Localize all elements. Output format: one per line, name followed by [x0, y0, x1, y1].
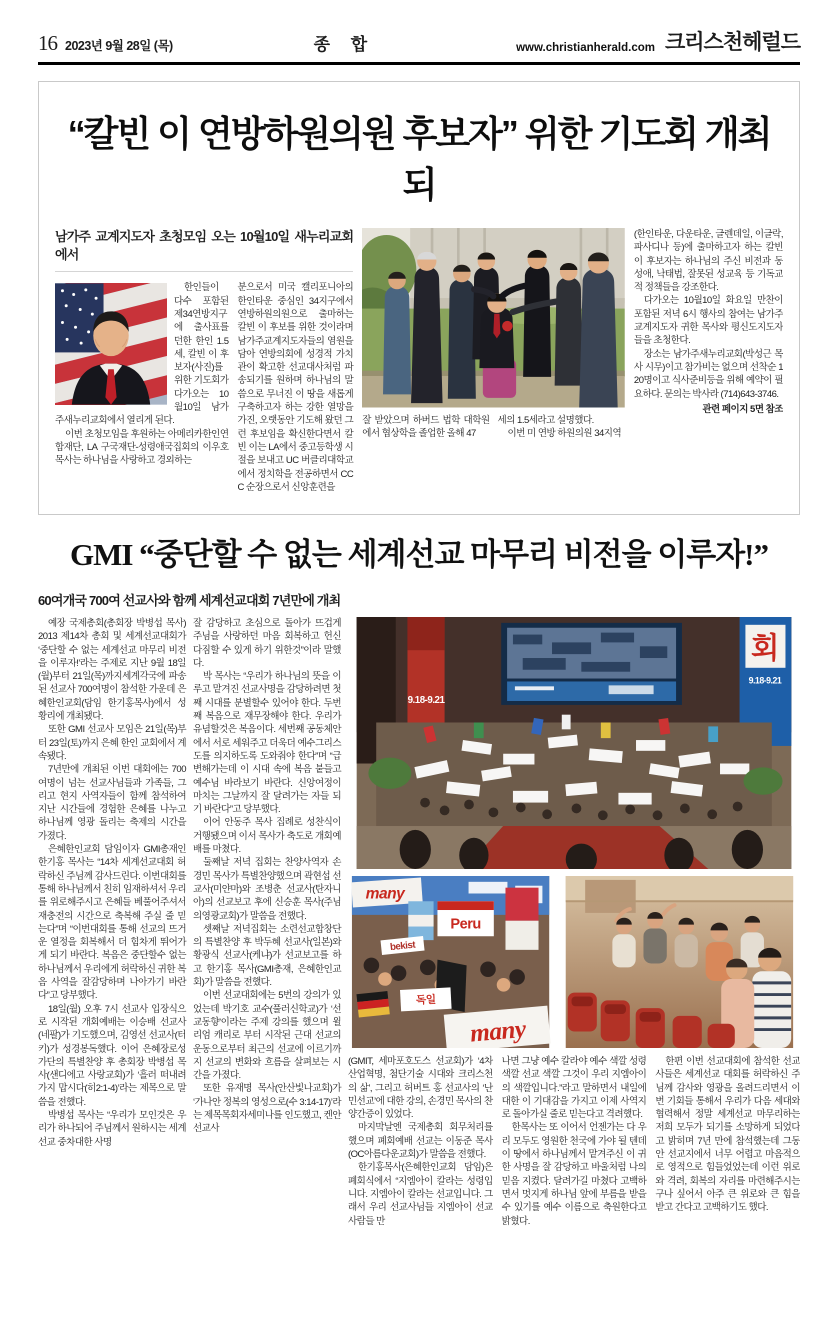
website-link[interactable]: www.christianherald.com [516, 42, 655, 54]
article2-photo-area [348, 617, 800, 1323]
article1-left-block [55, 228, 353, 502]
article1-column-1 [55, 281, 229, 494]
related-page-reference: 관련 페이지 5면 참조 [702, 403, 783, 415]
article1-subhead: 남가주 교계지도자 초청모임 오는 10월10일 새누리교회에서 [55, 228, 353, 272]
paragraph: 한인들이 다수 포함된 제34연방지구에 출사표를 던한 한인 1.5세, 칼빈 이 후보자(사진)를 위한 기도회가 다가오는 10월10일 남가주새누리교회에서 열리게 된다. [55, 282, 229, 427]
paragraph: (한인타운, 다운타운, 글렌데일, 이글락, 파사디나 등)에 출마하고자 하는 칼빈 이 후보자는 하나님의 주신 비전과 동성애, 낙태법, 잘못된 성교육 등 기독교적 정책들을 강조한다. [633, 229, 783, 294]
paragraph: 또한 유재명 목사(안산빛나교회)가 ‘가나안 정복의 영성으로(수 3:14-17)’라는 제목목회자세미나를 인도했고, 켄안 선교사 [193, 1083, 341, 1135]
paragraph: (GMIT, 세마포호도스 선교회)가 ‘4차산업혁명, 첨단기술 시대와 크리스천의 삶’, 그리고 허버트 홍 선교사의 ‘난민선교’에 대한 강의, 손경민 목사의 찬양간증이 있었다. [348, 1056, 493, 1121]
paragraph: 다가오는 10월10일 화요일 만찬이 포함된 저녁 6시 행사의 참여는 남가주교계지도자 귀한 목사와 평신도지도자들을 초청한다. [633, 295, 783, 347]
page-date: 2023년 9월 28일 (목) [65, 39, 173, 53]
audience-worship-photo [559, 876, 800, 1048]
paragraph: 한기홍목사(은혜한인교회 담임)은 폐회식에서 “지엠아이 칼라는 성령입니다. 지엠아이 칼라는 선교입니다. 그래서 우리 선교사님들 지엠아이 선교 사람들 만 [348, 1162, 493, 1227]
article1-column-2 [238, 281, 354, 494]
uzbek-sign-text: bekist [389, 939, 416, 954]
paragraph: 박 목사는 “우리가 하나님의 뜻을 이루고 맡겨진 선교사명을 감당하려면 첫째 시대를 분별할수 있어야 한다. 두번째 복음으로 재무장해야 한다. 우리가 유념할것은 복음이다. 세번째 공동체안에서 서로 세워주고 더욱더 예수그리스도를 의지하도록 도와줘야 한다”며 “급변해가는데 이 시대 속에 복음 붙들고 예수님 바라보기 바란다. 신앙여정이 마치는 그날까지 잘 달려가는 자들 되기 바란다”고 당부했다. [193, 671, 341, 816]
paragraph: 잘 받았으며 하버드 법학 대학원에서 협상학을 졸업한 올해 47 [362, 414, 490, 439]
article1-photo-block [362, 228, 625, 502]
paragraph: 마지막날엔 국제총회 회무처리를 했으며 폐회예배 선교는 이동준 목사(OC아름다운교회)가 말씀을 전했다. [348, 1122, 493, 1161]
paragraph: 한목사는 또 이어서 언젠가는 다 우리 모두도 영원한 천국에 가야 될 텐데 이 땅에서 하나님께서 맡겨주신 이 귀한 사명을 잘 감당하고 바울처럼 나의 믿음 지켰다. 달려가길 마쳤다 고백하면서 멋지게 하나님 앞에 부름을 받을 수 있기를 예수 이름으로 축원한다고 밝혔다. [501, 1122, 647, 1227]
article2-column-3 [348, 1055, 493, 1323]
article2-column-4 [502, 1055, 647, 1323]
mission-conference-auditorium-photo [348, 617, 800, 869]
peru-sign-text: Peru [450, 916, 481, 933]
germany-banner-text-top: many [365, 885, 405, 903]
article1-col2-text [238, 281, 354, 494]
header-rule [38, 62, 800, 65]
paragraph: 장소는 남가주새누리교회(박성근 목사 시무)이고 참가비는 없으며 선착순 120명이고 식사준비등을 위해 예약이 필요하다. 문의는 박사라 (714)643-3746. [633, 348, 783, 400]
banner-char: 회 [751, 632, 779, 666]
paragraph: 분으로서 미국 캘리포니아의 한인타운 중심인 34지구에서 연방하원의원으로 출마하는 칼빈 이 후보를 위한 것이라며 남가주교계지도자들의 염원을 담아 연방의회에 성경적 가치관이 확고한 선교대사처럼 파송되기를 원하며 하나님의 말씀으로 무너진 이 땅을 새롭게 구축하고자 하는 강한 열망을 가진, 오랫동안 기도해 왔던 그런 후보임을 확신한다면서 칼빈 이는 LA에서 중고등학생 시절을 보내고 UC 버클리대학교에서 정치학을 전공하면서 CCC 순장으로서 신앙훈련을 [237, 282, 354, 493]
paragraph: 또한 GMI 선교사 모임은 21일(목)부터 23일(토)까지 은혜 한인 교회에서 계속됐다. [38, 724, 186, 762]
paragraph: 이번 선교대회에는 5번의 강의가 있었는데 박기호 교수(풀러신학교)가 ‘선교동향’이라는 주제 강의를 했으며 윌리엄 캐리로 부터 시작된 근대 선교의 운동으로부터 최근의 선교에 이르기까지 선교의 변화와 흐름을 살펴보는 시간을 가졌다. [193, 990, 341, 1082]
article2-column-2 [193, 617, 341, 1323]
candidate-portrait-photo [55, 283, 167, 405]
paragraph: 둘째날 저녁 집회는 찬양사역자 손경민 목사가 특별찬양했으며 곽현섭 선교사(미얀마)와 조병춘 선교사(탄자니아)의 선교보고 후에 신승훈 목사(주님의영광교회)가 말씀을 전했다. [193, 857, 341, 922]
paragraph: 세의 1.5세라고 설명했다. [497, 414, 594, 426]
dokil-sign-text: 독일 [415, 993, 436, 1007]
flag-parade-photo [348, 876, 553, 1048]
paragraph: 이어 안동주 목사 집례로 성찬식이 거행됐으며 이서 목사가 축도로 개회예배를 마쳤다. [193, 817, 341, 856]
section-title: 종 합 [313, 35, 376, 54]
article2-photo-row [348, 876, 800, 1048]
paragraph: 나면 그냥 예수 칼라야 예수 색깔 성령 색깔 선교 색깔 그것이 우리 지엠아이의 색깔입니다.”라고 말하면서 내일에 대한 이 기대감을 가지고 이제 사역지로 돌아가실 줄로 믿는다고 격려했다. [501, 1056, 647, 1121]
paragraph: 7년만에 개최된 이번 대회에는 700여명이 넘는 선교사님들과 가족들, 그리고 현지 사역자들이 함께 참석하여 지난 시간들에 경험한 은혜를 나누고 하나님께 영광 돌리는 축제의 시간을 가졌다. [38, 764, 186, 842]
paragraph: 이번 초청모임을 후원하는 아메리카한인연합재단, LA 구국재단-성령애국집회의 이우호목사는 하나님을 사랑하고 경외하는 [55, 428, 229, 467]
paragraph: 은혜한인교회 담임이자 GMI총재인 한기홍 목사는 “14차 세계선교대회 허락하신 주님께 감사드린다. 이번대회를 통해 하나님께서 친히 임재하셔서 우리를 위로해주시고 은혜들 베풀어주셔서 재충전의 시간으로 축복해 주실 줄 믿는다”며 “이번대회를 통해 선교의 뜨거운 열정을 회복해서 더 힘차게 뛰어가게 되기 바란다. 복음은 중단할수 없는 하나님께서 우리에게 허락하신 귀한 복음 사역을 잘감당하며 나아가기 바란다”고 당부했다. [38, 844, 186, 1002]
article2-column-1 [38, 617, 186, 1323]
article2-column-5 [655, 1055, 800, 1323]
article-gmi-mission-conference [38, 529, 800, 1323]
article2-headline: GMI “중단할 수 없는 세계선교 마무리 비전을 이루자!” [70, 537, 768, 572]
paragraph: 셋째날 저녁집회는 소련선교합창단의 특별찬양 후 박두혜 선교사(일본)와 황광식 선교사(케냐)가 선교보고를 하고 한기홍 목사(GMI총재, 은혜한인교회)가 말씀을 전했다. [193, 923, 341, 989]
article2-subhead: 60여개국 700여 선교사와 함께 세계선교대회 7년만에 개최 [38, 593, 341, 608]
paragraph: 18일(월) 오후 7시 선교사 입장식으로 시작된 개회예배는 이승배 선교사(네팔)가 기도했으며, 김영선 선교사(터키)가 성경봉독했다. 이어 은혜장로성가단의 특별찬양 후 총회장 박병섭 목사(샌디에고 사랑교회)가 ‘흘러 떠내려 가지 맙시다(히2:1-4)’라는 제목으로 말씀을 전했다. [38, 1003, 186, 1108]
article-prayer-meeting [38, 81, 800, 515]
article1-photo-cont-left [362, 414, 489, 441]
masthead-logo: 크리스천헤럴드 [664, 31, 800, 54]
paragraph: 한편 이번 선교대회에 참석한 선교사들은 세계선교 대회를 허락하신 주님께 감사와 영광을 올려드리면서 이번 기회들 통해서 우리가 다음 세대와 협력해서 정말 세계선교 마무리하는 저희 모두가 되기를 소망하게 되었다고 밝히며 7년 만에 참석했는데 그동안 선교지에서 너무 어렵고 마음적으로 영적으로 힘들었었는데 이런 위로와 격려, 회복의 자리를 마련해주시는구나 싶어서 아주 큰 위로와 큰 힘을 받고 간다고 고백하기도 했다. [655, 1056, 800, 1214]
prayer-ceremony-photo [362, 228, 625, 408]
paragraph: 예장 국제총회(총회장 박병섭 목사) 2013 제14차 총회 및 세계선교대회가 ‘중단할 수 없는 세계선교 마무리 비전을 이루자!’라는 주제로 지난 9월 18일(월)부터 21일(목)까지세계각국에 파송된 선교사 700여명이 참석한 가운데 은혜한인교회(담임 한기홍목사)에서 성황리에 개최됐다. [38, 618, 186, 723]
paragraph: 이번 미 연방 하원의원 34지역 [507, 427, 622, 439]
banner-dates-right: 9.18-9.21 [748, 675, 782, 686]
paragraph: 잘 감당하고 초심으로 돌아가 뜨겁게 주님을 사랑하던 마음 회복하고 헌신 다짐할 수 있게 하기 위한것”이라 말했다. [193, 618, 341, 669]
article1-headline: “칼빈 이 연방하원의원 후보자” 위한 기도회 개최되 [67, 113, 771, 205]
page-number: 16 [38, 31, 57, 55]
article1-photo-cont-right [498, 414, 625, 441]
banner-dates-left: 9.18-9.21 [407, 694, 445, 706]
page-header [38, 26, 800, 62]
article1-column-3 [634, 228, 783, 502]
germany-banner-text: many [468, 1014, 527, 1048]
paragraph: 박병섭 목사는 “우리가 모인것은 우리가 하나되어 주님께서 원하시는 세계선교 중차대한 사명 [38, 1109, 186, 1148]
